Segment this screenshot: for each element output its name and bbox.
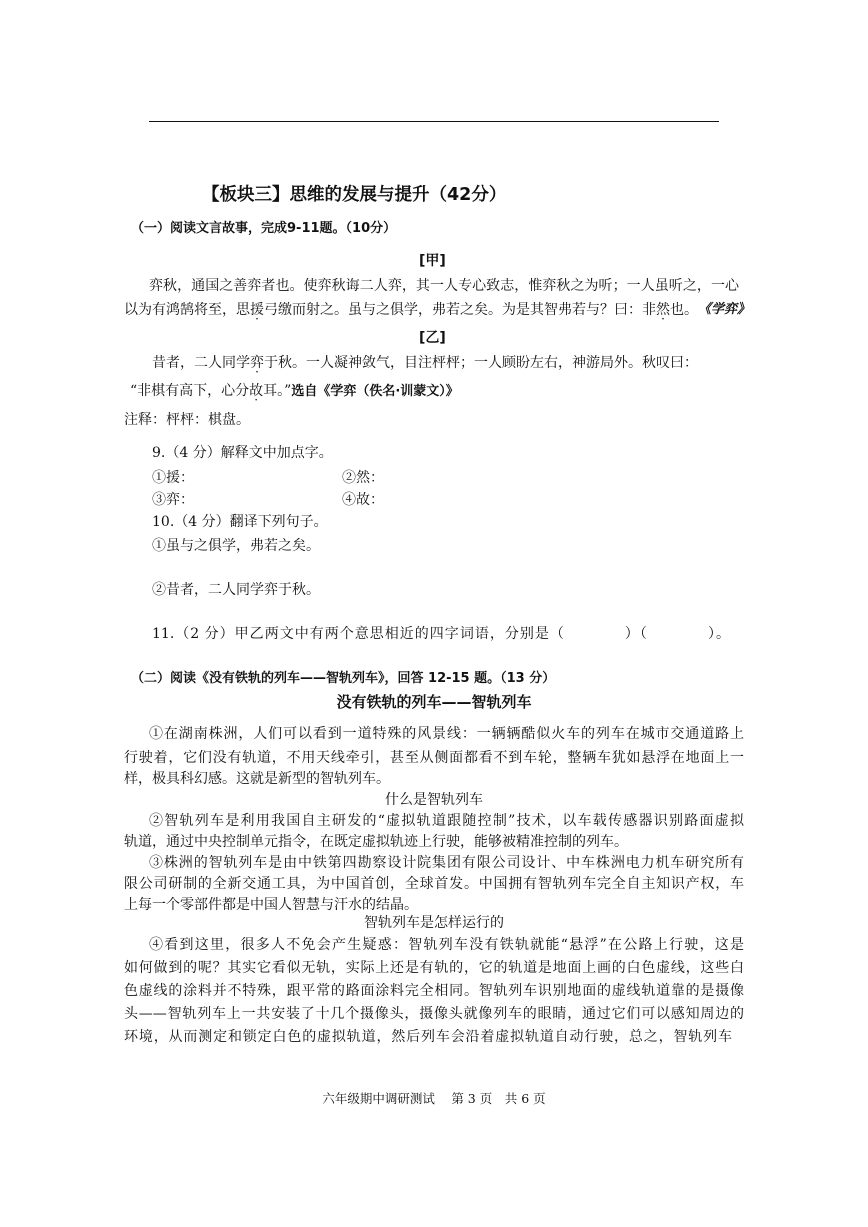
para-3-line-2: 限公司研制的全新交通工具，为中国首创，全球首发。中国拥有智轨列车完全自主知识产权，车 [124,876,744,892]
para-4-line-1: ④看到这里，很多人不免会产生疑惑：智轨列车没有铁轨就能“悬浮”在公路上行驶，这是 [149,937,744,953]
jia-line-1: 弈秋，通国之善弈者也。使弈秋诲二人弈，其一人专心致志，惟弈秋之为听；一人虽听之，一心 [149,278,739,294]
q9-item-4: ④故： [342,492,384,508]
subheading-what-is: 什么是智轨列车 [385,792,483,808]
section-title: 【板块三】思维的发展与提升（42分） [202,185,507,205]
annotation-note: 注释：枰枰：棋盘。 [124,412,250,428]
jia-label: [甲] [419,253,446,269]
question-9: 9.（4 分）解释文中加点字。 [152,445,333,461]
dotted-char-yuan: 援 [250,302,264,318]
jia-line-2 [124,300,751,320]
part1-heading: （一）阅读文言故事，完成9-11题。（10分） [131,221,397,236]
q9-item-2: ②然： [342,470,384,486]
q9-item-1: ①援： [152,470,194,486]
para-1-line-3: 样，极具科幻感。这就是新型的智轨列车。 [124,771,390,787]
top-divider [149,121,719,122]
question-11: 11.（2 分）甲乙两文中有两个意思相近的四字词语，分别是（ ）（ ）。 [152,626,730,642]
q10-item-2: ②昔者，二人同学弈于秋。 [152,582,320,598]
yi-label: [乙] [419,330,446,346]
para-1-line-1: ①在湖南株洲，人们可以看到一道特殊的风景线：一辆辆酷似火车的列车在城市交通道路上 [149,726,744,742]
para-3-line-1: ③株洲的智轨列车是由中铁第四勘察设计院集团有限公司设计、中车株洲电力机车研究所有 [149,855,744,871]
page-footer: 六年级期中调研测试 第 3 页 共 6 页 [322,1091,546,1106]
para-4-line-5: 环境，从而测定和锁定白色的虚拟轨道，然后列车会沿着虚拟轨道自动行驶，总之，智轨列车 [124,1029,732,1045]
q9-item-3: ③弈： [152,492,194,508]
jia-source: 《学弈》 [698,302,751,317]
jia-line-2-text: 以为有鸿鹄将至，思援弓缴而射之。虽与之俱学，弗若之矣。为是其智弗若与？曰：非然也。 [124,302,698,318]
dotted-char-gu: 故 [249,383,264,399]
para-2-line-2: 轨道，通过中央控制单元指令，在既定虚拟轨迹上行驶，能够被精准控制的列车。 [124,834,628,850]
para-1-line-2: 行驶着，它们没有轨道，不用天线牵引，甚至从侧面都看不到车轮，整辆车犹如悬浮在地面上一 [124,750,744,766]
para-2-line-1: ②智轨列车是利用我国自主研发的“虚拟轨道跟随控制”技术，以车载传感器识别路面虚拟 [149,813,744,829]
q10-item-1: ①虽与之俱学，弗若之矣。 [152,538,320,554]
dotted-char-yi: 弈 [250,355,264,371]
para-4-line-3: 色虚线的涂料并不特殊，跟平常的路面涂料完全相同。智轨列车识别地面的虚线轨道靠的是摄像 [124,983,744,999]
part2-heading: （二）阅读《没有铁轨的列车——智轨列车》，回答 12-15 题。（13 分） [131,671,556,686]
para-4-line-2: 如何做到的呢？其实它看似无轨，实际上还是有轨的，它的轨道是地面上画的白色虚线，这些白 [124,960,744,976]
dotted-char-ran: 然 [656,302,670,318]
para-4-line-4: 头——智轨列车上一共安装了十几个摄像头，摄像头就像列车的眼睛，通过它们可以感知周边的 [124,1006,744,1022]
yi-line-1: 昔者，二人同学弈于秋。一人凝神敛气，目注枰枰；一人顾盼左右，神游局外。秋叹曰： [152,355,698,371]
yi-line-2: “非棋有高下，心分故耳。”选自《学弈（佚名·训蒙文）》 [130,383,459,399]
question-10: 10.（4 分）翻译下列句子。 [152,514,328,530]
para-3-line-3: 上每一个零部件都是中国人智慧与汗水的结晶。 [124,897,418,913]
subheading-how: 智轨列车是怎样运行的 [364,915,504,931]
article-title: 没有铁轨的列车——智轨列车 [336,693,532,711]
yi-source: 选自《学弈（佚名·训蒙文）》 [291,384,459,399]
